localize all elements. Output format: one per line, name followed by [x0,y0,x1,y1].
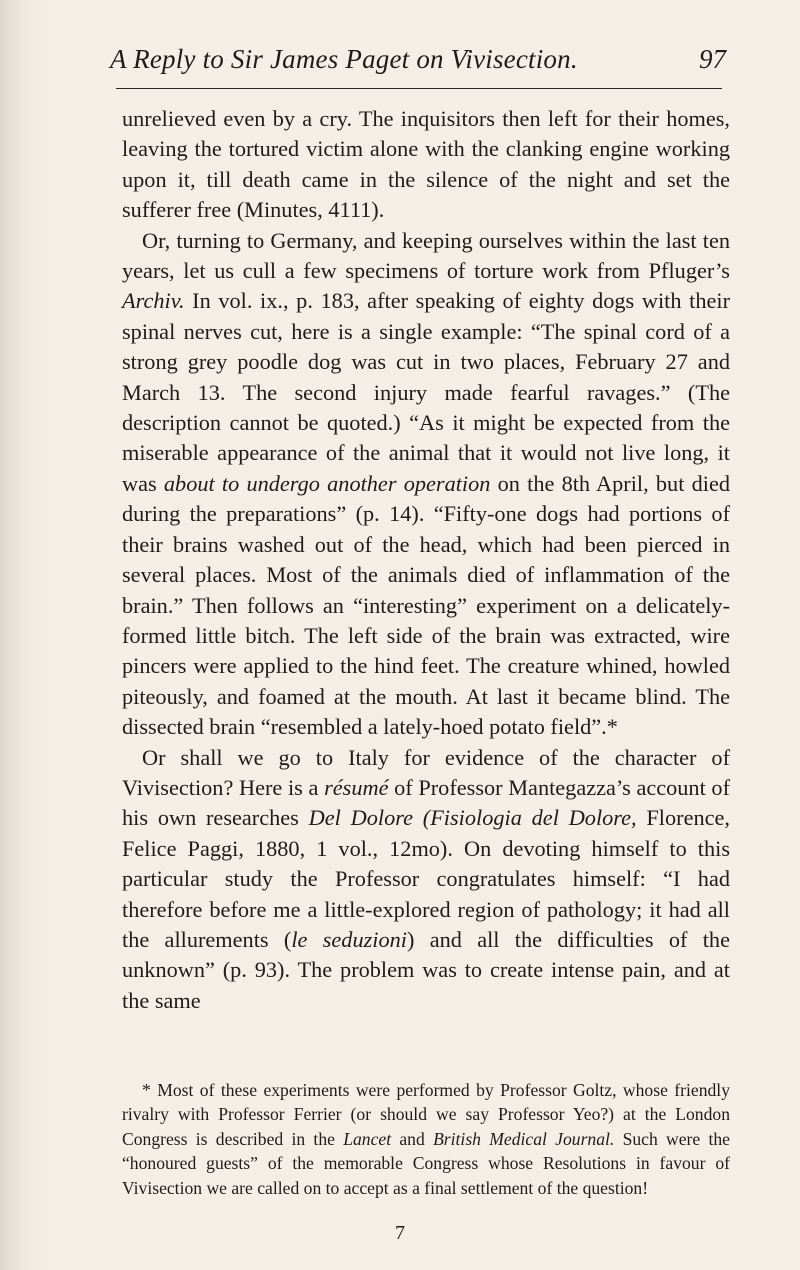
paragraph-3-italic-resume: résumé [324,774,389,800]
footnote-italic-bmj: British Medical Journal. [433,1128,615,1149]
signature-mark: 7 [395,1222,405,1244]
paragraph-3 [122,743,730,1017]
header-rule [116,88,722,89]
page-number: 97 [699,44,726,74]
paragraph-2-italic-archiv: Archiv. [122,288,185,314]
footnote-paragraph [122,1078,730,1200]
paragraph-1: unrelieved even by a cry. The inquisitors then left for their homes, leaving the tortured victim alone with the clanking engine working upon it, till death came in the silence of the night and set the sufferer free (Minutes, 4111). [122,106,730,223]
footnote-text-c: and [391,1128,434,1149]
paragraph-3-text-g: ) and all the difficulties of the unknown” (p. 93). The problem was to create intense pain, and at the same [122,926,730,1013]
paragraph-3-text-a: Or shall we go to Italy for evidence of the character of Vivisection? Here is a [122,744,730,800]
paragraph-3-italic-seduzioni: le seduzioni [291,926,407,952]
paragraph-3-italic-del-dolore: Del Dolore (Fisiologia del Dolore, [308,805,637,831]
footnote [122,1078,730,1200]
footnote-text-e: Such were the “honoured guests” of the memorable Congress whose Resolutions in favour of Vivisection we are called on to accept as a final settlement of the question! [122,1128,730,1198]
body-text [122,104,730,1016]
paragraph-2-text-e: on the 8th April, but died during the preparations” (p. 14). “Fifty-one dogs had portions of their brains washed out of the head, which had been pierced in several places. Most of the animals died of inflammation of the brain.” Then follows an “interesting” experiment on a delicately-formed little bitch. The left side of the brain was extracted, wire pincers were applied to the hind feet. The creature whined, howled piteously, and foamed at the mouth. At last it became blind. The dissected brain “resembled a lately-hoed potato field”.* [122,470,731,740]
footnote-italic-lancet: Lancet [343,1128,392,1149]
page-header [110,44,730,88]
footnote-text-a: * Most of these experiments were performed by Professor Goltz, whose friendly rivalry with Professor Ferrier (or should we say Professor Yeo?) at the London Congress is described in the [122,1080,730,1149]
paragraph-3-text-c: of Professor Mantegazza’s account of his own researches [122,774,730,831]
running-title: A Reply to Sir James Paget on Vivisection. [110,44,578,74]
paragraph-2-italic-operation: about to undergo another operation [163,470,491,496]
paragraph-2-text-c: In vol. ix., p. 183, after speaking of eighty dogs with their spinal nerves cut, here is a single example: “The spinal cord of a strong grey poodle dog was cut in two places, February 27 and March 13. The second injury made fearful ravages.” (The description cannot be quoted.) “As it might be expected from the miserable appearance of the animal that it would not live long, it was [122,288,730,496]
paragraph-3-text-e: Florence, Felice Paggi, 1880, 1 vol., 12mo). On devoting himself to this particular study the Professor congratulates himself: “I had therefore before me a little-explored region of pathology; it had all the allurements ( [122,805,730,952]
paragraph-2-text-a: Or, turning to Germany, and keeping ourselves within the last ten years, let us cull a few specimens of torture work from Pfluger’s [122,227,730,284]
paragraph-2 [122,226,730,743]
